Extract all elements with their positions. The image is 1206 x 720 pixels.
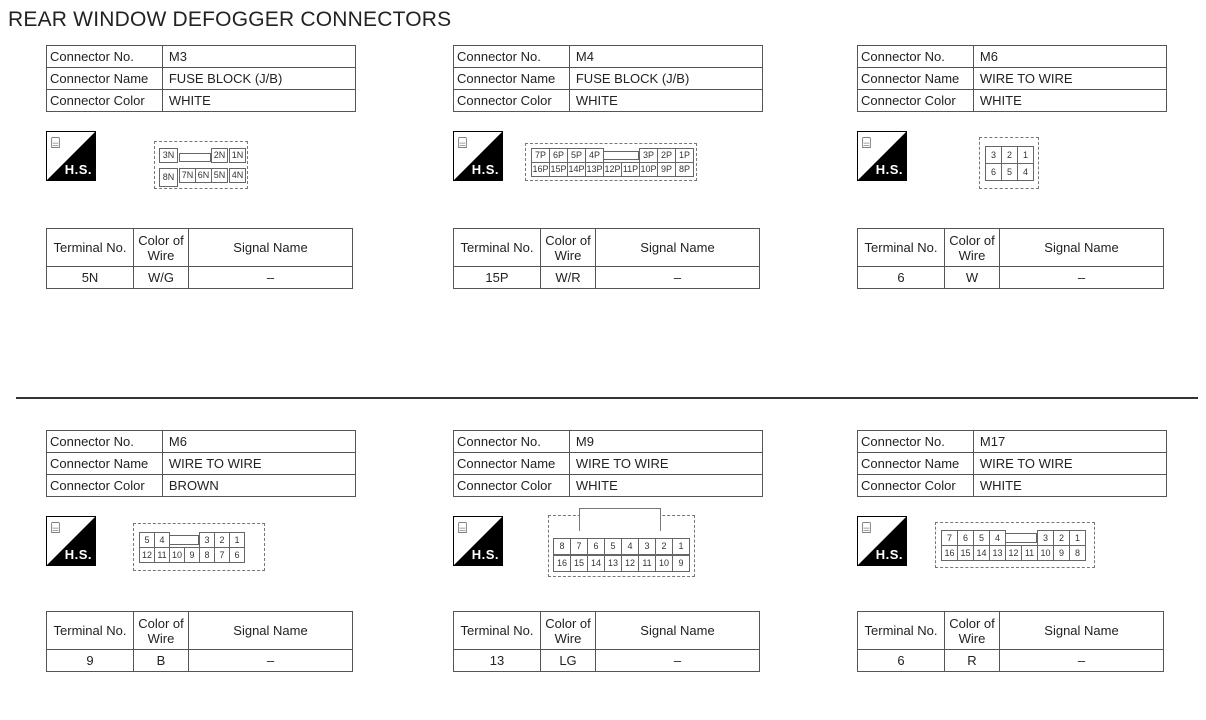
terminal-pin: 6: [229, 547, 245, 563]
terminal-pin: 13: [989, 545, 1006, 561]
connector-no-label: Connector No.: [858, 431, 974, 453]
terminal-pin: 8N: [159, 168, 178, 187]
connector-name-label: Connector Name: [47, 68, 163, 90]
connector-block-m6-brown: [46, 430, 356, 720]
connector-no-label: Connector No.: [47, 46, 163, 68]
terminal-no-value: 15P: [454, 267, 541, 289]
terminal-no-header: Terminal No.: [47, 229, 134, 267]
terminal-pin: 4P: [585, 148, 604, 163]
table-row: [454, 650, 760, 672]
terminal-table: [46, 228, 353, 289]
terminal-pin: 7P: [531, 148, 550, 163]
terminal-pin: 10P: [639, 162, 658, 177]
connector-plug-icon: ⌸: [51, 135, 61, 152]
wire-color-value: W/R: [541, 267, 596, 289]
hs-badge-icon: [857, 131, 907, 181]
connector-name-value: WIRE TO WIRE: [973, 453, 1166, 475]
terminal-pin: 1P: [675, 148, 694, 163]
connector-face-diagram: [548, 515, 695, 577]
connector-color-row: [858, 475, 1167, 497]
terminal-pin: 8: [1069, 545, 1086, 561]
hs-badge-icon: [857, 516, 907, 566]
wire-color-value: W/G: [134, 267, 189, 289]
signal-name-header: Signal Name: [1000, 229, 1164, 267]
terminal-pin: 3: [199, 532, 215, 548]
terminal-pin: 1: [1069, 530, 1086, 546]
connector-color-label: Connector Color: [454, 90, 570, 112]
terminal-pin: 7: [570, 538, 588, 555]
terminal-pin: 5N: [211, 168, 228, 183]
hs-badge-icon: [46, 516, 96, 566]
connector-plug-icon: ⌸: [51, 520, 61, 537]
terminal-no-value: 13: [454, 650, 541, 672]
hs-label: H.S.: [471, 547, 499, 562]
wire-color-header: Color of Wire: [134, 229, 189, 267]
terminal-pin: 12: [621, 555, 639, 572]
terminal-no-value: 6: [858, 650, 945, 672]
connector-color-label: Connector Color: [47, 90, 163, 112]
hs-label: H.S.: [471, 162, 499, 177]
hs-badge-icon: [453, 516, 503, 566]
signal-name-value: –: [596, 650, 760, 672]
wire-color-header: Color of Wire: [134, 612, 189, 650]
signal-name-header: Signal Name: [189, 229, 353, 267]
connector-name-row: [454, 68, 763, 90]
table-row: [47, 267, 353, 289]
terminal-pin: 3: [638, 538, 656, 555]
terminal-pin: 16: [941, 545, 958, 561]
connector-name-label: Connector Name: [47, 453, 163, 475]
connector-face-diagram: [935, 522, 1095, 568]
connector-color-value: WHITE: [569, 475, 762, 497]
connector-color-row: [47, 475, 356, 497]
wire-color-header: Color of Wire: [541, 229, 596, 267]
wire-color-value: W: [945, 267, 1000, 289]
signal-name-value: –: [189, 267, 353, 289]
terminal-pin: 6: [985, 163, 1002, 181]
connector-no-value: M9: [569, 431, 762, 453]
connector-latch: [169, 535, 199, 545]
connector-no-row: [47, 431, 356, 453]
connector-no-value: M17: [973, 431, 1166, 453]
terminal-header-row: [454, 612, 760, 650]
terminal-pin: 11: [638, 555, 656, 572]
connector-block-m4: [453, 45, 763, 335]
connector-no-label: Connector No.: [47, 431, 163, 453]
wire-color-value: LG: [541, 650, 596, 672]
connector-block-m6-white: [857, 45, 1167, 335]
terminal-pin: 14: [587, 555, 605, 572]
connector-color-value: WHITE: [162, 90, 355, 112]
terminal-pin: 13: [604, 555, 622, 572]
connector-no-row: [858, 431, 1167, 453]
signal-name-value: –: [1000, 267, 1164, 289]
terminal-pin: 9: [1053, 545, 1070, 561]
table-row: [47, 650, 353, 672]
connector-name-label: Connector Name: [454, 68, 570, 90]
terminal-pin: 5: [1001, 163, 1018, 181]
connector-name-label: Connector Name: [454, 453, 570, 475]
wire-color-header: Color of Wire: [541, 612, 596, 650]
connector-no-row: [858, 46, 1167, 68]
terminal-table: [453, 228, 760, 289]
connector-plug-icon: ⌸: [862, 520, 872, 537]
signal-name-header: Signal Name: [189, 612, 353, 650]
hs-label: H.S.: [64, 162, 92, 177]
terminal-pin: 2: [214, 532, 230, 548]
terminal-pin: 12P: [603, 162, 622, 177]
terminal-pin: 15P: [549, 162, 568, 177]
connector-no-value: M3: [162, 46, 355, 68]
hs-label: H.S.: [64, 547, 92, 562]
connector-color-value: WHITE: [973, 90, 1166, 112]
terminal-pin: 2N: [211, 148, 228, 163]
connector-color-label: Connector Color: [47, 475, 163, 497]
hs-label: H.S.: [875, 547, 903, 562]
connector-info-table: [46, 45, 356, 112]
terminal-no-header: Terminal No.: [47, 612, 134, 650]
connector-plug-icon: ⌸: [862, 135, 872, 152]
terminal-pin: 5: [139, 532, 155, 548]
connector-info-table: [46, 430, 356, 497]
terminal-pin: 5: [973, 530, 990, 546]
connector-color-value: WHITE: [973, 475, 1166, 497]
hs-badge-icon: [46, 131, 96, 181]
connector-name-value: WIRE TO WIRE: [569, 453, 762, 475]
terminal-pin: 2P: [657, 148, 676, 163]
terminal-pin: 13P: [585, 162, 604, 177]
terminal-table: [46, 611, 353, 672]
terminal-pin: 16: [553, 555, 571, 572]
connector-info-table: [453, 430, 763, 497]
table-row: [858, 267, 1164, 289]
terminal-pin: 11: [1021, 545, 1038, 561]
terminal-pin: 1: [672, 538, 690, 555]
connector-color-value: BROWN: [162, 475, 355, 497]
terminal-pin: 6: [587, 538, 605, 555]
connector-color-label: Connector Color: [858, 475, 974, 497]
terminal-pin: 4: [989, 530, 1006, 546]
connector-no-value: M6: [162, 431, 355, 453]
connector-block-m3: [46, 45, 356, 335]
connector-name-label: Connector Name: [858, 453, 974, 475]
connector-color-label: Connector Color: [454, 475, 570, 497]
wire-color-value: R: [945, 650, 1000, 672]
connector-color-label: Connector Color: [858, 90, 974, 112]
hs-badge-icon: [453, 131, 503, 181]
connector-face-diagram: [154, 141, 248, 189]
connector-face-diagram: [979, 137, 1039, 189]
terminal-pin: 11: [154, 547, 170, 563]
terminal-table: [857, 228, 1164, 289]
signal-name-header: Signal Name: [596, 612, 760, 650]
signal-name-header: Signal Name: [1000, 612, 1164, 650]
connector-name-row: [47, 68, 356, 90]
signal-name-value: –: [1000, 650, 1164, 672]
terminal-pin: 16P: [531, 162, 550, 177]
connector-name-value: FUSE BLOCK (J/B): [569, 68, 762, 90]
connector-info-table: [453, 45, 763, 112]
signal-name-value: –: [189, 650, 353, 672]
terminal-no-header: Terminal No.: [858, 229, 945, 267]
connector-name-row: [858, 68, 1167, 90]
connector-no-row: [454, 431, 763, 453]
terminal-no-header: Terminal No.: [454, 612, 541, 650]
connector-face-diagram: [133, 523, 265, 571]
terminal-header-row: [858, 229, 1164, 267]
terminal-no-header: Terminal No.: [454, 229, 541, 267]
signal-name-header: Signal Name: [596, 229, 760, 267]
terminal-pin: 1: [1017, 146, 1034, 164]
terminal-pin: 10: [655, 555, 673, 572]
terminal-pin: 15: [957, 545, 974, 561]
connector-no-row: [454, 46, 763, 68]
terminal-pin: 4: [1017, 163, 1034, 181]
connector-info-table: [857, 430, 1167, 497]
terminal-table: [453, 611, 760, 672]
section-divider: [16, 397, 1198, 399]
connector-housing-cap: [579, 508, 661, 531]
terminal-pin: 10: [1037, 545, 1054, 561]
terminal-pin: 2: [1001, 146, 1018, 164]
connector-face-diagram: [525, 143, 697, 181]
wire-color-header: Color of Wire: [945, 229, 1000, 267]
terminal-pin: 8P: [675, 162, 694, 177]
hs-label: H.S.: [875, 162, 903, 177]
terminal-pin: 2: [655, 538, 673, 555]
table-row: [858, 650, 1164, 672]
connector-plug-icon: ⌸: [458, 520, 468, 537]
connector-name-label: Connector Name: [858, 68, 974, 90]
connector-no-value: M4: [569, 46, 762, 68]
terminal-pin: 12: [139, 547, 155, 563]
terminal-pin: 4N: [229, 168, 246, 183]
connector-no-value: M6: [973, 46, 1166, 68]
terminal-header-row: [454, 229, 760, 267]
connector-latch: [179, 153, 211, 162]
terminal-header-row: [858, 612, 1164, 650]
terminal-header-row: [47, 612, 353, 650]
terminal-pin: 1N: [229, 148, 246, 163]
connector-name-value: FUSE BLOCK (J/B): [162, 68, 355, 90]
connector-info-table: [857, 45, 1167, 112]
terminal-pin: 4: [621, 538, 639, 555]
terminal-pin: 1: [229, 532, 245, 548]
terminal-pin: 9: [672, 555, 690, 572]
connector-name-row: [47, 453, 356, 475]
connector-latch: [603, 151, 639, 160]
connector-no-label: Connector No.: [858, 46, 974, 68]
terminal-pin: 14P: [567, 162, 586, 177]
terminal-pin: 15: [570, 555, 588, 572]
terminal-pin: 9: [184, 547, 200, 563]
connector-latch: [1005, 533, 1037, 543]
terminal-pin: 5: [604, 538, 622, 555]
connector-name-value: WIRE TO WIRE: [162, 453, 355, 475]
terminal-pin: 3N: [159, 148, 178, 163]
connector-no-label: Connector No.: [454, 46, 570, 68]
terminal-pin: 3P: [639, 148, 658, 163]
terminal-no-header: Terminal No.: [858, 612, 945, 650]
terminal-pin: 3: [1037, 530, 1054, 546]
terminal-pin: 12: [1005, 545, 1022, 561]
connector-plug-icon: ⌸: [458, 135, 468, 152]
terminal-no-value: 6: [858, 267, 945, 289]
signal-name-value: –: [596, 267, 760, 289]
terminal-no-value: 5N: [47, 267, 134, 289]
terminal-no-value: 9: [47, 650, 134, 672]
connector-block-m9: [453, 430, 763, 720]
terminal-pin: 3: [985, 146, 1002, 164]
wire-color-value: B: [134, 650, 189, 672]
terminal-pin: 7: [214, 547, 230, 563]
terminal-pin: 4: [154, 532, 170, 548]
terminal-pin: 10: [169, 547, 185, 563]
page-title: REAR WINDOW DEFOGGER CONNECTORS: [8, 8, 452, 31]
terminal-pin: 8: [199, 547, 215, 563]
connector-color-row: [47, 90, 356, 112]
connector-color-row: [454, 475, 763, 497]
terminal-pin: 11P: [621, 162, 640, 177]
terminal-pin: 7: [941, 530, 958, 546]
terminal-pin: 2: [1053, 530, 1070, 546]
wire-color-header: Color of Wire: [945, 612, 1000, 650]
terminal-pin: 8: [553, 538, 571, 555]
connector-block-m17: [857, 430, 1167, 720]
terminal-pin: 14: [973, 545, 990, 561]
connector-color-row: [858, 90, 1167, 112]
terminal-header-row: [47, 229, 353, 267]
terminal-pin: 6: [957, 530, 974, 546]
connector-no-row: [47, 46, 356, 68]
table-row: [454, 267, 760, 289]
terminal-pin: 6N: [195, 168, 212, 183]
connector-color-row: [454, 90, 763, 112]
terminal-pin: 9P: [657, 162, 676, 177]
connector-color-value: WHITE: [569, 90, 762, 112]
terminal-pin: 6P: [549, 148, 568, 163]
connector-no-label: Connector No.: [454, 431, 570, 453]
connector-name-row: [858, 453, 1167, 475]
connector-name-row: [454, 453, 763, 475]
terminal-pin: 7N: [179, 168, 196, 183]
terminal-pin: 5P: [567, 148, 586, 163]
terminal-table: [857, 611, 1164, 672]
connector-name-value: WIRE TO WIRE: [973, 68, 1166, 90]
